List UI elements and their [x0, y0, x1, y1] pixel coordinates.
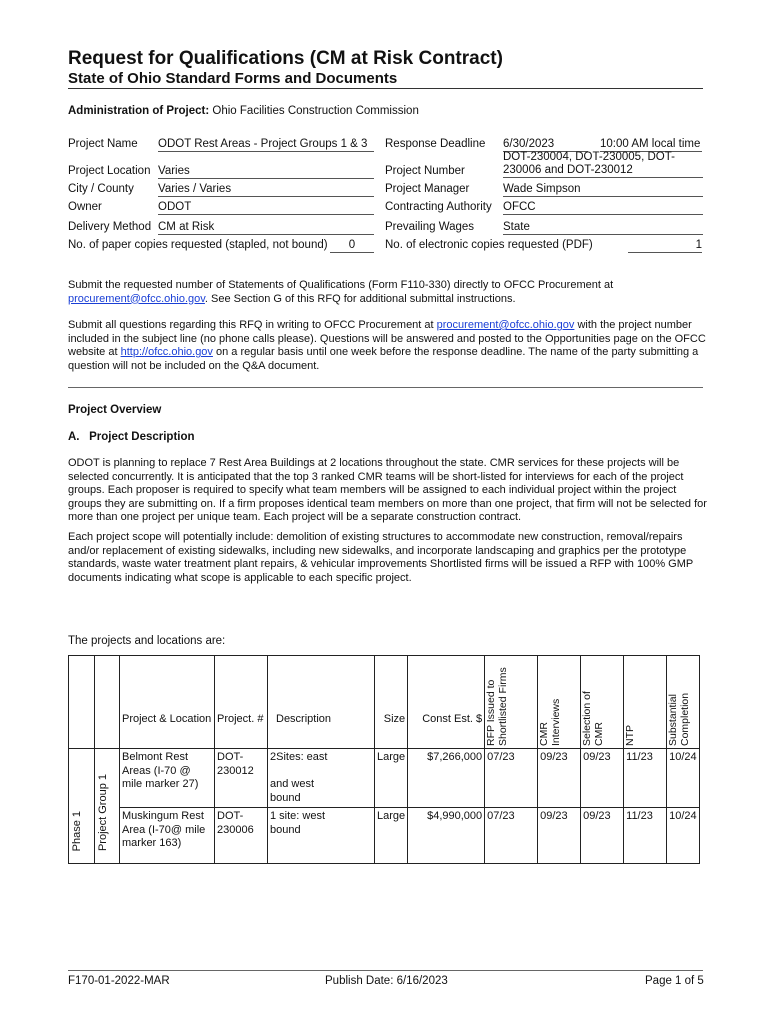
project-number-label: Project Number: [385, 165, 465, 177]
row1-const-est: $7,266,000: [408, 749, 485, 808]
row1-location-line2: Areas (I-70 @: [122, 764, 191, 777]
delivery-method-label: Delivery Method: [68, 221, 152, 233]
row2-rfp: 07/23: [485, 808, 538, 864]
questions-email-link[interactable]: procurement@ofcc.ohio.gov: [436, 319, 575, 331]
response-deadline-time: 10:00 AM local time: [600, 138, 701, 150]
group-cell: [95, 749, 120, 864]
header-ntp: NTP: [624, 725, 637, 746]
row2-cmr-interviews: 09/23: [538, 808, 581, 864]
phase-cell: [69, 749, 95, 864]
paper-copies-label: No. of paper copies requested (stapled, not bound): [68, 239, 328, 251]
owner-value: ODOT: [158, 200, 374, 215]
row1-number-line2: 230012: [217, 764, 254, 777]
row1-location: [120, 749, 215, 808]
table-row: [69, 808, 700, 864]
locations-intro: The projects and locations are:: [68, 635, 226, 647]
questions-text-b: with the project number included in the subject line (no phone calls please). Questions will be answered and posted to the Opportunities page on the OFCC website at: [68, 319, 706, 359]
row2-number-line1: DOT-: [217, 810, 244, 822]
header-cmr-cell: [538, 656, 581, 749]
questions-paragraph: [68, 319, 710, 373]
project-manager-label: Project Manager: [385, 183, 470, 195]
row1-description: [268, 749, 375, 808]
project-description-paragraph: ODOT is planning to replace 7 Rest Area Buildings at 2 locations throughout the state. CMR services for these projects will be selected concurrently. It is anticipated that the top 3 ranked CMR teams will be short-listed for interviews for each of the project groups. Each proposer is required to specify what team members will be assigned to each individual project within the project groups they are submitting on. If a firm proposes identical team members on more than one project, that firm will not be selected for more than one project per unique team. Each project will be a separate construction contract.: [68, 457, 707, 524]
owner-label: Owner: [68, 201, 102, 213]
questions-text-c: on a regular basis until one week before the response deadline. The name of the party submitting a question will not be included on the Q&A document.: [68, 346, 699, 372]
header-selection-cell: [581, 656, 624, 749]
project-number-line2: 230006 and DOT-230012: [503, 163, 703, 178]
row1-selection: 09/23: [581, 749, 624, 808]
project-location-label: Project Location: [68, 165, 151, 177]
row1-location-line1: Belmont Rest: [122, 751, 189, 763]
phase-header-cell: [69, 656, 95, 749]
project-manager-value: Wade Simpson: [503, 182, 703, 197]
header-project-location: Project & Location: [120, 656, 215, 749]
row2-location-line2: Area (I-70@ mile: [122, 823, 206, 836]
row2-ntp: 11/23: [624, 808, 667, 864]
city-county-value: Varies / Varies: [158, 182, 374, 197]
group-header-cell: [95, 656, 120, 749]
group-label: Project Group 1: [97, 773, 109, 851]
project-overview-heading: Project Overview: [68, 404, 162, 416]
header-substantial: Substantial Completion: [667, 692, 692, 746]
header-project-number: Project. #: [215, 656, 268, 749]
submit-paragraph: [68, 279, 708, 306]
project-name-label: Project Name: [68, 138, 138, 150]
row1-rfp: 07/23: [485, 749, 538, 808]
row2-project-number: [215, 808, 268, 864]
row2-desc-line1: 1 site: west: [270, 810, 326, 822]
row2-selection: 09/23: [581, 808, 624, 864]
projects-table: [68, 655, 700, 864]
section-rule: [68, 387, 703, 388]
project-location-value: Varies: [158, 164, 374, 179]
city-county-label: City / County: [68, 183, 134, 195]
header-const-est: Const Est. $: [408, 656, 485, 749]
row2-location-line3: marker 163): [122, 837, 182, 849]
contracting-authority-value: OFCC: [503, 200, 703, 215]
project-scope-paragraph: Each project scope will potentially include: demolition of existing structures to accommodate new construction, removal/repairs and/or replacement of existing sidewalks, including new sidewalks, and incorporate landscaping and graphics per the prototype standards, waste water treatment plant repairs, & vehicular improvements Shortlisted firms will be issued a RFP with 100% GMP documents indicating what scope is applicable to each specific project.: [68, 531, 694, 584]
header-rfp: RFP Issued to Shortlisted Firms: [485, 667, 510, 746]
administration-label: Administration of Project:: [68, 105, 210, 117]
paper-copies-value: 0: [330, 238, 374, 253]
row1-project-number: [215, 749, 268, 808]
footer-rule: [68, 970, 703, 971]
row2-size: Large: [375, 808, 408, 864]
row1-desc-line1: 2Sites: east: [270, 751, 328, 763]
prevailing-wages-label: Prevailing Wages: [385, 221, 475, 233]
contracting-authority-label: Contracting Authority: [385, 201, 492, 213]
table-row: [69, 749, 700, 808]
header-substantial-cell: [667, 656, 700, 749]
procurement-email-link[interactable]: procurement@ofcc.ohio.gov: [68, 292, 205, 305]
row2-location: [120, 808, 215, 864]
row1-desc-line2: and west: [270, 778, 315, 790]
header-description: Description: [268, 656, 375, 749]
table-header-row: [69, 656, 700, 749]
project-description-heading: A. Project Description: [68, 431, 195, 443]
electronic-copies-label: No. of electronic copies requested (PDF): [385, 239, 593, 251]
row1-substantial: 10/24: [667, 749, 700, 808]
phase-label: Phase 1: [71, 810, 83, 851]
row1-ntp: 11/23: [624, 749, 667, 808]
row2-number-line2: 230006: [217, 823, 254, 836]
response-deadline-label: Response Deadline: [385, 138, 486, 150]
footer-publish-date: Publish Date: 6/16/2023: [325, 975, 448, 987]
electronic-copies-value: 1: [628, 238, 702, 253]
row1-cmr-interviews: 09/23: [538, 749, 581, 808]
administration-value: Ohio Facilities Construction Commission: [212, 105, 419, 117]
header-ntp-cell: [624, 656, 667, 749]
row1-size: Large: [375, 749, 408, 808]
header-size: Size: [375, 656, 408, 749]
administration-line: [68, 104, 419, 118]
header-rule: [68, 88, 703, 89]
response-deadline-date: 6/30/2023: [503, 137, 588, 152]
document-subtitle: State of Ohio Standard Forms and Documents: [68, 70, 398, 87]
project-number-line1: DOT-230004, DOT-230005, DOT-: [503, 151, 675, 163]
ofcc-website-link[interactable]: http://ofcc.ohio.gov: [120, 346, 213, 359]
row2-description: [268, 808, 375, 864]
row1-number-line1: DOT-: [217, 751, 244, 763]
header-rfp-cell: [485, 656, 538, 749]
row2-location-line1: Muskingum Rest: [122, 810, 204, 822]
header-cmr-interviews: CMR Interviews: [538, 698, 563, 746]
row1-desc-line3: bound: [270, 791, 301, 804]
delivery-method-value: CM at Risk: [158, 220, 374, 235]
submit-text-a: Submit the requested number of Statements of Qualifications (Form F110-330) directly to OFCC Procurement at: [68, 279, 614, 291]
questions-text-a: Submit all questions regarding this RFQ in writing to OFCC Procurement at: [68, 319, 437, 331]
document-title: Request for Qualifications (CM at Risk Contract): [68, 48, 503, 69]
row2-substantial: 10/24: [667, 808, 700, 864]
footer-form-number: F170-01-2022-MAR: [68, 975, 170, 987]
row2-const-est: $4,990,000: [408, 808, 485, 864]
prevailing-wages-value: State: [503, 220, 703, 235]
header-selection: Selection of CMR: [581, 691, 606, 746]
submit-text-b: . See Section G of this RFQ for additional submittal instructions.: [204, 292, 516, 305]
project-name-value: ODOT Rest Areas - Project Groups 1 & 3: [158, 137, 374, 152]
footer-page-number: Page 1 of 5: [645, 975, 704, 987]
row2-desc-line2: bound: [270, 823, 301, 836]
row1-location-line3: mile marker 27): [122, 778, 199, 790]
